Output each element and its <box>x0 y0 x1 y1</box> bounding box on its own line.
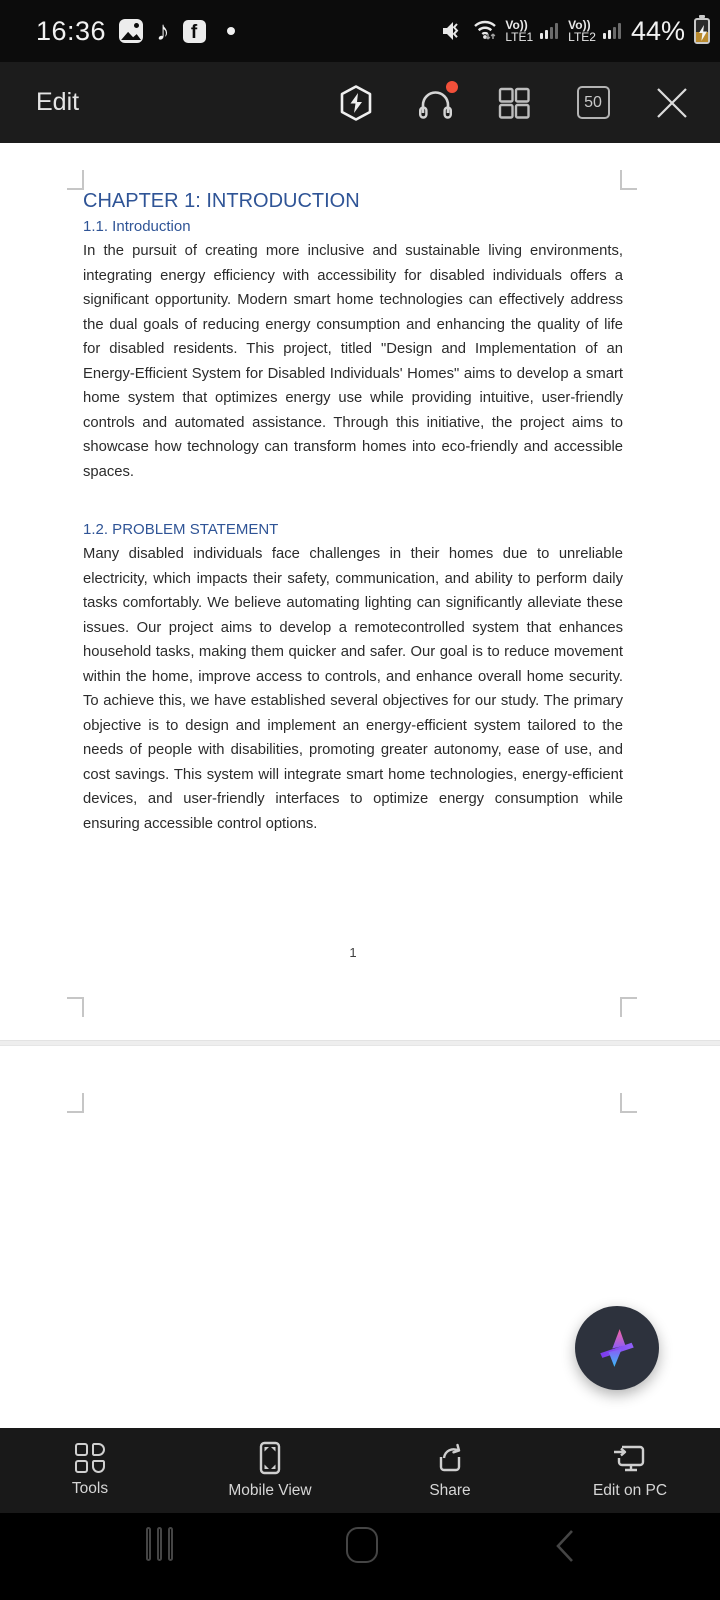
back-button[interactable] <box>552 1527 578 1570</box>
page1-margin-mark-bottom-right <box>620 997 637 1017</box>
section-heading-1-1: 1.1. Introduction <box>83 218 191 235</box>
sim1-carrier-label: Vo)) LTE1 <box>505 18 534 44</box>
tools-icon <box>75 1443 105 1473</box>
home-button[interactable] <box>346 1527 378 1563</box>
page1-margin-mark-top-right <box>620 170 637 190</box>
audio-read-button[interactable] <box>417 84 453 122</box>
ai-assistant-fab[interactable] <box>575 1306 659 1390</box>
sim2-carrier-label: Vo)) LTE2 <box>568 18 596 44</box>
share-button[interactable]: Share <box>360 1428 540 1513</box>
quick-tools-button[interactable] <box>338 84 374 122</box>
mute-vibrate-icon <box>439 18 465 44</box>
clock: 16:36 <box>36 15 107 46</box>
view-options-button[interactable] <box>496 84 532 122</box>
page2-margin-mark-top-right <box>620 1093 637 1113</box>
battery-percent: 44% <box>630 15 685 46</box>
notification-dot <box>446 81 458 93</box>
share-icon <box>432 1441 468 1475</box>
bottom-toolbar <box>0 1428 720 1513</box>
edit-on-pc-button[interactable]: Edit on PC <box>540 1428 720 1513</box>
chapter-heading: CHAPTER 1: INTRODUCTION <box>83 190 360 212</box>
more-notifications-dot-icon <box>227 27 235 35</box>
android-navigation-bar <box>0 1513 720 1600</box>
mobile-view-icon <box>254 1441 286 1475</box>
status-bar <box>0 0 720 62</box>
page-break-divider <box>0 1040 720 1046</box>
page-number: 1 <box>349 945 357 960</box>
ai-spark-icon <box>594 1325 640 1371</box>
wifi-icon <box>472 17 498 46</box>
page1-text-area <box>83 188 623 836</box>
section-body-1-1: In the pursuit of creating more inclusive and sustainable living environments, integrating energy efficiency with accessibility for disabled individuals offers a significant opportunity. Modern smart home technologies can effectively address the dual goals of reducing energy consumption and enhancing the quality of life for disabled residents. This project, titled "Design and Implementation of an Energy-Efficient System for Disabled Individuals' Homes" aims to develop a smart home system that optimizes energy use while providing intuitive, user-friendly controls and automated assistance. Through this initiative, the project aims to showcase how technology can transform homes into eco-friendly and accessible spaces. <box>83 243 623 480</box>
edit-toolbar <box>0 62 720 143</box>
edit-on-pc-icon <box>612 1441 648 1475</box>
page2-margin-mark-top-left <box>67 1093 84 1113</box>
page-count-button[interactable]: 50 <box>575 84 611 122</box>
facebook-notification-icon: f <box>183 20 206 43</box>
page1-margin-mark-top-left <box>67 170 84 190</box>
gallery-notification-icon <box>119 19 143 43</box>
section-heading-1-2: 1.2. PROBLEM STATEMENT <box>83 521 279 538</box>
page1-margin-mark-bottom-left <box>67 997 84 1017</box>
close-button[interactable] <box>654 84 690 122</box>
sim2-signal-icon <box>603 23 621 39</box>
document-canvas[interactable] <box>0 143 720 1428</box>
tools-button[interactable]: Tools <box>0 1428 180 1513</box>
edit-mode-title: Edit <box>36 88 80 116</box>
mobile-view-button[interactable]: Mobile View <box>180 1428 360 1513</box>
sim1-signal-icon <box>540 23 558 39</box>
recent-apps-button[interactable] <box>146 1527 173 1561</box>
battery-charging-icon <box>694 18 710 44</box>
tiktok-notification-icon: ♪ <box>156 16 170 46</box>
section-body-1-2: Many disabled individuals face challenges in their homes due to unreliable electricity, which impacts their safety, communication, and ability to perform daily tasks comfortably. We believe automating lighting can significantly alleviate these issues. Our project aims to develop a remotecontrolled system that enhances household tasks, making them quicker and safer. Our goal is to reduce movement within the home, improve access to controls, and enhance overall home security. To achieve this, we have established several objectives for our study. The primary objective is to design and implement an energy-efficient system tailored to the needs of people with disabilities, promoting greater autonomy, ease of use, and cost savings. This system will integrate smart home technologies, energy-efficient devices, and user-friendly interfaces to optimize energy consumption while ensuring accessible control options. <box>83 546 623 832</box>
